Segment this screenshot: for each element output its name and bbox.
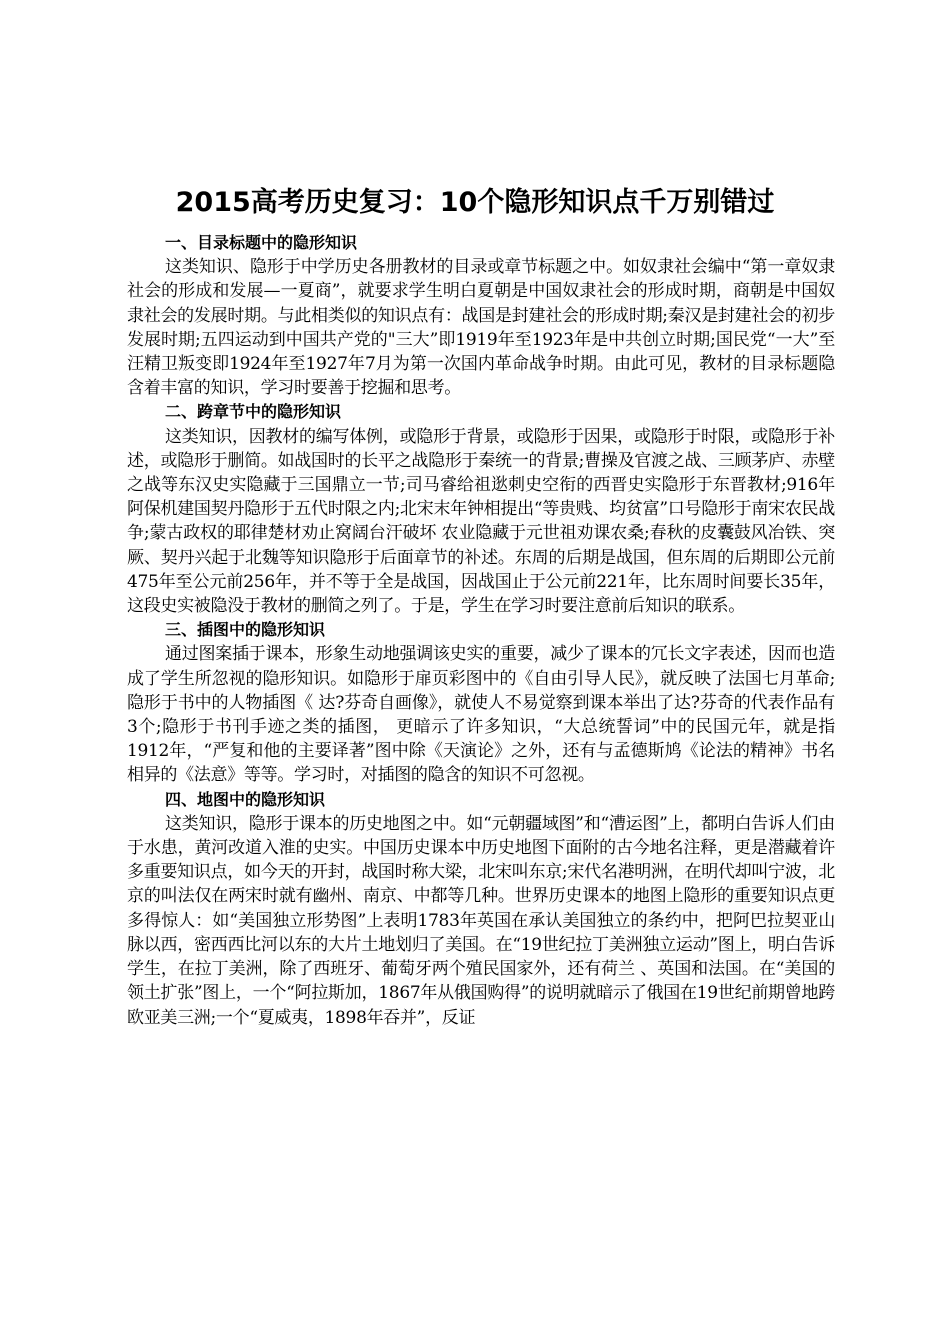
section-heading: 二、跨章节中的隐形知识	[165, 402, 342, 422]
section-heading: 三、插图中的隐形知识	[165, 620, 326, 640]
document-body	[127, 231, 835, 1030]
section-paragraph: 通过图案插于课本，形象生动地强调该史实的重要，减少了课本的冗长文字表述，因而也造成了学生所忽视的隐形知识。如隐形于扉页彩图中的《自由引导人民》，就反映了法国七月革命;隐形于书中的人物插图《 达?芬奇自画像》，就使人不易觉察到课本举出了达?芬奇的代表作品有3个;隐形于书刊手迹之类的插图， 更暗示了许多知识，“大总统誓词”中的民国元年，就是指1912年，“严复和他的主要译著”图中除《天演论》之外，还有与孟德斯鸠《论法的精神》书名相异的《法意》等等。学习时，对插图的隐含的知识不可忽视。	[127, 644, 835, 786]
section-paragraph: 这类知识，因教材的编写体例，或隐形于背景，或隐形于因果，或隐形于时限，或隐形于补述，或隐形于删简。如战国时的长平之战隐形于秦统一的背景;曹操及官渡之战、三顾茅庐、赤壁之战等东汉史实隐藏于三国鼎立一节;司马睿给祖逖刺史空衔的西晋史实隐形于东晋教材;916年阿保机建国契丹隐形于五代时限之内;北宋末年钟相提出“等贵贱、均贫富”口号隐形于南宋农民战争;蒙古政权的耶律楚材劝止窝阔台汗破坏 农业隐藏于元世祖劝课农桑;春秋的皮囊鼓风冶铁、突厥、契丹兴起于北魏等知识隐形于后面章节的补述。东周的后期是战国，但东周的后期即公元前475年至公元前256年，并不等于全是战国，因战国止于公元前221年，比东周时间要长35年，这段史实被隐没于教材的删简之列了。于是，学生在学习时要注意前后知识的联系。	[127, 426, 835, 617]
section-heading: 四、地图中的隐形知识	[165, 789, 326, 809]
section-paragraph: 这类知识，隐形于课本的历史地图之中。如“元朝疆域图”和“漕运图”上，都明白告诉人们由于水患，黄河改道入淮的史实。中国历史课本中历史地图下面附的古今地名注释，更是潜藏着许多重要知识点，如今天的开封，战国时称大梁，北宋叫东京;宋代名港明洲，在明代却叫宁波，北京的叫法仅在两宋时就有幽州、南京、中都等几种。世界历史课本的地图上隐形的重要知识点更多得惊人：如“美国独立形势图”上表明1783年英国在承认美国独立的条约中，把阿巴拉契亚山脉以西，密西西比河以东的大片土地划归了美国。在“19世纪拉丁美洲独立运动”图上，明白告诉学生，在拉丁美洲，除了西班牙、葡萄牙两个殖民国家外，还有荷兰 、英国和法国。在“美国的领土扩张”图上，一个“阿拉斯加，1867年从俄国购得”的说明就暗示了俄国在19世纪前期曾地跨欧亚美三洲;一个“夏威夷，1898年吞并”，反证	[127, 813, 835, 1028]
section-paragraph: 这类知识、隐形于中学历史各册教材的目录或章节标题之中。如奴隶社会编中“第一章奴隶社会的形成和发展—一夏商”，就要求学生明白夏朝是中国奴隶社会的形成时期，商朝是中国奴隶社会的发展时期。与此相类似的知识点有：战国是封建社会的形成时期;秦汉是封建社会的初步发展时期;五四运动到中国共产党的"三大”即1919年至1923年是中共创立时期;国民党“一大”至汪精卫叛变即1924年至1927年7月为第一次国内革命战争时期。由此可见，教材的目录标题隐含着丰富的知识，学习时要善于挖掘和思考。	[127, 257, 835, 399]
section-heading: 一、目录标题中的隐形知识	[165, 233, 358, 252]
document-title: 2015高考历史复习：10个隐形知识点千万别错过	[175, 187, 775, 218]
